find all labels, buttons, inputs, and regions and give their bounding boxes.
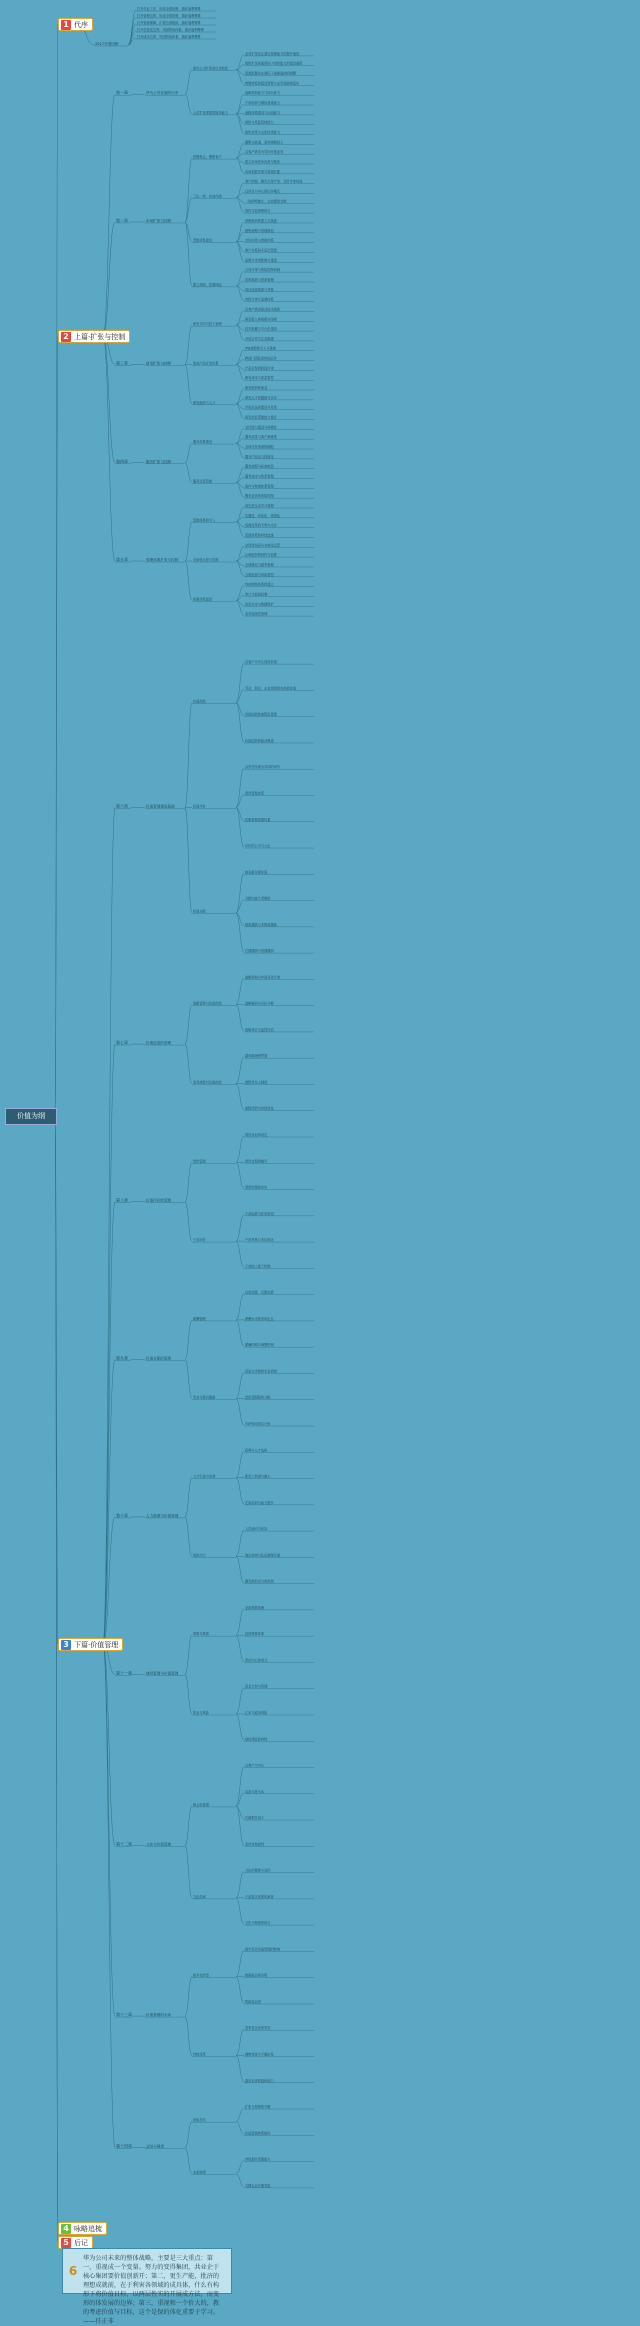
connector-line <box>185 1005 192 1044</box>
detail-node[interactable]: 控制体系的建设需要与业务发展相适应 <box>245 81 300 86</box>
detail-node[interactable]: 全球财经与税务管理 <box>245 562 274 567</box>
connector-line <box>236 1320 244 1346</box>
detail-node[interactable]: 服务质量与客户满意度 <box>245 435 277 440</box>
subtopic-node[interactable]: 薪酬管理 <box>193 1316 206 1321</box>
detail-node[interactable]: 备件与物流体系管理 <box>245 484 274 489</box>
connector-line <box>185 364 192 403</box>
detail-node[interactable]: 干部是文化的传承者 <box>245 1894 274 1899</box>
detail-node[interactable]: 销售流程与管理规范 <box>245 228 274 233</box>
note-card <box>62 2248 232 2325</box>
connector-line <box>236 1215 244 1241</box>
connector-line <box>236 1057 244 1083</box>
detail-node[interactable]: 聚焦主航道，坚持战略投入 <box>245 140 284 145</box>
connector-line <box>236 242 244 252</box>
detail-node[interactable]: 交付能力建设与规模化 <box>245 425 277 430</box>
connector-line <box>236 2161 244 2174</box>
detail-node[interactable]: 物质激励与非物质激励 <box>245 922 277 927</box>
detail-node[interactable]: 任职资格管理体系 <box>245 817 271 822</box>
detail-node[interactable]: 市场信息与情报体系 <box>245 238 274 243</box>
connector-line <box>185 808 192 913</box>
detail-node[interactable]: 绩效管理体系 <box>245 791 265 796</box>
detail-node[interactable]: 内部控制体系的建立 <box>245 582 274 587</box>
subtopic-node[interactable]: 公司扩张需要的组织能力 <box>193 110 229 115</box>
chapter-connector <box>103 336 115 561</box>
subtopic-node[interactable]: 价值评价 <box>193 804 206 809</box>
detail-node[interactable]: 应收账款与回款管理 <box>245 277 274 282</box>
detail-node[interactable]: 拥抱变化与不确定性 <box>245 2052 274 2057</box>
connector-line <box>236 1688 244 1714</box>
detail-node[interactable]: 合规经营与风险管控 <box>245 572 274 577</box>
detail-node[interactable]: 流程绩效与持续优化 <box>245 1106 274 1111</box>
detail-node[interactable]: 按贡献分配价值 <box>245 870 268 875</box>
detail-node[interactable]: 审计与监督机制 <box>245 592 268 597</box>
detail-node[interactable]: 组织变革与文化传承能力 <box>245 130 281 135</box>
topic-node[interactable]: 华为公司发展的历史 <box>146 91 179 96</box>
connector-line <box>236 2108 244 2121</box>
topic-node[interactable]: 管理体系扩张与控制 <box>146 558 179 563</box>
connector-line <box>236 1609 244 1635</box>
detail-node[interactable]: 虚拟受限股的分配 <box>245 1395 271 1400</box>
connector-line <box>236 1241 244 1267</box>
subtopic-node[interactable]: 业务流程与价值创造 <box>193 1080 222 1085</box>
detail-node[interactable]: 持续提升管理能力 <box>245 2157 271 2162</box>
detail-node[interactable]: 支撑企业长期发展 <box>245 2183 271 2188</box>
subtopic-node[interactable]: 数字化转型 <box>193 1973 209 1978</box>
connector-line <box>236 1530 244 1556</box>
preface-item[interactable]: 打开作业工作，形成全国视野，搞好福利筹算 <box>137 7 201 11</box>
detail-node[interactable]: 以客户需求为导向开展业务 <box>245 150 284 155</box>
subtopic-node[interactable]: 组织活力 <box>193 1553 206 1558</box>
detail-node[interactable]: 流程责任人制度 <box>245 1080 268 1085</box>
topic-node[interactable]: 价值分配的管理 <box>146 1356 172 1361</box>
detail-node[interactable]: 管理体系的持续改进 <box>245 533 274 538</box>
section-node[interactable]: 第七章 <box>116 1040 128 1046</box>
subtopic-node[interactable]: 经验总结 <box>193 2118 206 2123</box>
chapter-number-badge: 5 <box>61 2238 71 2248</box>
section-node[interactable]: 第十章 <box>116 1512 128 1518</box>
detail-node[interactable]: 品牌与市场影响力建设 <box>245 258 277 263</box>
detail-node[interactable]: 管理变革的节奏与方法 <box>245 523 277 528</box>
connector-line <box>236 1399 244 1425</box>
detail-node[interactable]: 薪酬水平的市场定位 <box>245 1316 274 1321</box>
section-node[interactable]: 第五章 <box>116 557 128 563</box>
connector-line <box>236 242 244 262</box>
subtopic-node[interactable]: 控制体系建设 <box>193 597 213 602</box>
chapter-title: 下篇·价值管理 <box>74 1640 119 1649</box>
detail-node[interactable]: 资金计划与管理 <box>245 1684 268 1689</box>
connector-line <box>236 104 244 114</box>
subtopic-node[interactable]: 核心价值观 <box>193 1802 209 1807</box>
detail-node[interactable]: 研发项目管理能力提升 <box>245 415 277 420</box>
connector-line <box>185 1359 192 1398</box>
detail-node[interactable]: 全球交付资源的调配 <box>245 445 274 450</box>
chapter-node[interactable] <box>58 18 93 31</box>
detail-node[interactable]: TUP时间单位计划 <box>245 1422 271 1426</box>
detail-node[interactable]: 以奋斗者为本 <box>245 1789 265 1794</box>
subtopic-node[interactable]: 研发方向与投入管理 <box>193 322 222 327</box>
detail-node[interactable]: 分配向奋斗者倾斜 <box>245 896 271 901</box>
connector-line <box>185 703 192 808</box>
subtopic-node[interactable]: 绩效管理 <box>193 1159 206 1164</box>
chapter-title: 代序 <box>74 20 88 29</box>
connector-line <box>236 978 244 1004</box>
connector-line <box>236 1478 244 1504</box>
connector-line <box>185 325 192 364</box>
detail-node[interactable]: 绩效目标的设定 <box>245 1133 268 1138</box>
preface-item[interactable]: 打开成本边界，巩固防线体系，搞好福利筹算 <box>137 35 201 39</box>
detail-node[interactable]: 淘汰机制与队伍新陈代谢 <box>245 1553 281 1558</box>
detail-node[interactable]: 业务连续性管理 <box>245 612 268 617</box>
connector-line <box>185 1044 192 1083</box>
topic-node[interactable]: 价值创造的管理 <box>146 1041 172 1046</box>
detail-node[interactable]: 以项目为中心的运作模式 <box>245 189 281 194</box>
connector-line <box>185 1675 192 1714</box>
connector-line <box>236 1977 244 2003</box>
detail-node[interactable]: 干部标准与任用原则 <box>245 1211 274 1216</box>
chapter-number-badge: 2 <box>61 332 71 342</box>
connector-line <box>236 1083 244 1109</box>
chapter-title: 咏略追梳 <box>74 2224 102 2233</box>
connector-line <box>185 1478 192 1517</box>
topic-node[interactable]: 总结与展望 <box>146 2144 164 2149</box>
connector-line <box>128 10 136 45</box>
connector-line <box>185 1806 192 1845</box>
chapter-title: 后记 <box>74 2238 88 2247</box>
connector-line <box>185 1635 192 1674</box>
connector-line <box>185 1320 192 1359</box>
detail-node[interactable]: 信息安全与数据保护 <box>245 602 274 607</box>
connector-line <box>236 94 244 114</box>
subtopic-node[interactable]: 服务体系建设 <box>193 440 213 445</box>
chapter-connector <box>103 808 115 1644</box>
detail-node[interactable]: 研发组织的演变 <box>245 386 268 391</box>
detail-node[interactable]: 绩效过程的辅导 <box>245 1159 268 1164</box>
connector-line <box>185 561 192 600</box>
connector-line <box>236 1372 244 1398</box>
section-node[interactable]: 第十三章 <box>116 2012 132 2018</box>
preface-item[interactable]: 打开管理边界，形成全国视野，搞好福利筹算 <box>137 14 201 18</box>
detail-node[interactable]: 劳动、知识、企业家和资本创造价值 <box>245 686 296 691</box>
detail-node[interactable]: 客户关系的多层次管理 <box>245 248 277 253</box>
chapter-number-badge: 4 <box>61 2224 71 2234</box>
detail-node[interactable]: 数字化对价值管理的影响 <box>245 1947 281 1952</box>
section-node[interactable]: 第八章 <box>116 1197 128 1203</box>
connector-line <box>236 2174 244 2187</box>
detail-node[interactable]: 战略规划与年度业务计划 <box>245 975 281 980</box>
connector-line <box>236 2121 244 2134</box>
detail-node[interactable]: 干部能上能下机制 <box>245 1264 271 1269</box>
chapter-number-badge: 1 <box>61 20 71 30</box>
preface-item[interactable]: 打开资源保障，扩展总部格局，搞好福利筹算 <box>137 21 201 25</box>
subtopic-node[interactable]: 研究公司扩张的历史经验 <box>193 66 229 71</box>
detail-node[interactable]: 战略规划能力与执行能力 <box>245 91 281 96</box>
detail-node[interactable]: 研发投入的规模与结构 <box>245 317 277 322</box>
subtopic-node[interactable]: 价值分配 <box>193 909 206 914</box>
preface-item[interactable]: 打开信息化边界，巩固防线体系，搞好福利筹算 <box>137 28 204 32</box>
note-tag-icon: 6 <box>68 2264 78 2278</box>
detail-node[interactable]: 在岗培训与能力提升 <box>245 1500 274 1505</box>
detail-node[interactable]: 一线呼唤炮火，总部提供支撑 <box>245 199 287 204</box>
detail-node[interactable]: IPD流程的引入与落地 <box>245 346 276 351</box>
connector-line <box>185 1977 192 2016</box>
detail-node[interactable]: 服务成本与效率管理 <box>245 474 274 479</box>
connector-line <box>185 443 192 463</box>
subtopic-node[interactable]: 人才引进与培养 <box>193 1474 216 1479</box>
detail-node[interactable]: 市场拓展节奏与资源匹配 <box>245 169 281 174</box>
detail-node[interactable]: 文化的提炼与宣传 <box>245 1868 271 1873</box>
subtopic-node[interactable]: 研发组织与人才 <box>193 400 216 405</box>
section-node[interactable]: 第三章 <box>116 360 128 366</box>
detail-node[interactable]: 干部考核与末位淘汰 <box>245 1238 274 1243</box>
detail-node[interactable]: 以岗定级、以级定薪 <box>245 1290 274 1295</box>
connector-line <box>185 2121 192 2147</box>
detail-node[interactable]: 授权与监督相结合 <box>245 209 271 214</box>
detail-node[interactable]: 以客户需求驱动技术创新 <box>245 307 281 312</box>
subtopic-node[interactable]: 全球化运营与控制 <box>193 558 219 563</box>
detail-node[interactable]: 服务业务的风险控制 <box>245 494 274 499</box>
connector-line <box>236 1294 244 1320</box>
detail-node[interactable]: 全面预算管理 <box>245 1605 265 1610</box>
detail-node[interactable]: 绩效结果的应用 <box>245 1185 268 1190</box>
subtopic-node[interactable]: 集成产品开发体系 <box>193 361 219 366</box>
chapter-number-badge: 3 <box>61 1640 71 1650</box>
connector-line <box>185 70 192 95</box>
connector-line <box>236 1162 244 1188</box>
detail-node[interactable]: 文化与制度的结合 <box>245 1921 271 1926</box>
detail-node[interactable]: 研发人才的激励与评价 <box>245 395 277 400</box>
topic-node[interactable]: 价值管理理论基础 <box>146 804 175 809</box>
detail-node[interactable]: 激发组织活力的机制 <box>245 1579 274 1584</box>
detail-node[interactable]: 产品开发的阶段评审 <box>245 366 274 371</box>
chapter-node[interactable] <box>58 1638 123 1651</box>
root-connector <box>55 24 58 1115</box>
connector-line <box>236 1950 244 1976</box>
detail-node[interactable]: 价值创造的流程化管理 <box>245 712 277 717</box>
detail-node[interactable]: 技术积累与平台化建设 <box>245 327 277 332</box>
mind-map-root[interactable]: 价值为纲 <box>5 1108 57 1125</box>
detail-node[interactable]: 价值创造的驱动要素 <box>245 738 274 743</box>
section-node[interactable]: 第六章 <box>116 803 128 809</box>
chapter-connector <box>103 1644 115 2147</box>
connector-line <box>236 222 244 242</box>
subtopic-node[interactable]: 建立规则，控制风险 <box>193 282 222 287</box>
subtopic-node[interactable]: 文化传承 <box>193 1894 206 1899</box>
detail-node[interactable]: 服务产品化与经营化 <box>245 454 274 459</box>
connector-line <box>185 1845 192 1898</box>
connector-line <box>236 2056 244 2082</box>
detail-node[interactable]: 流程体系建设与运营能力 <box>245 110 281 115</box>
topic-node[interactable]: 财经管理与价值管理 <box>146 1671 179 1676</box>
subtopic-node[interactable]: 持续变革 <box>193 2052 206 2057</box>
chapter-connector <box>103 94 115 336</box>
connector-line <box>185 2147 192 2173</box>
connector-line <box>236 1635 244 1661</box>
detail-node[interactable]: 组织扩张的速度快于组织能力的建设速度 <box>245 61 303 66</box>
detail-node[interactable]: 以责任结果为导向的评价 <box>245 765 281 770</box>
detail-node[interactable]: 研发成本与质量管控 <box>245 376 274 381</box>
detail-node[interactable]: 责任中心的划分 <box>245 1658 268 1663</box>
subtopic-node[interactable]: 价值创造 <box>193 699 206 704</box>
connector-line <box>236 2029 244 2055</box>
connector-line <box>236 1714 244 1740</box>
detail-node[interactable]: 资源配置往往滞后于战略选择的调整 <box>245 71 296 76</box>
connector-line <box>236 1872 244 1898</box>
topic-node[interactable]: 人力资源与价值管理 <box>146 1513 179 1518</box>
subtopic-node[interactable]: 奖金与股权激励 <box>193 1395 216 1400</box>
detail-node[interactable]: 数据驱动的决策 <box>245 1973 268 1978</box>
detail-node[interactable]: 变革是企业的常态 <box>245 2026 271 2031</box>
topic-node[interactable]: 服务扩张与控制 <box>146 459 172 464</box>
section-node[interactable]: 第十二章 <box>116 1841 132 1847</box>
connector-line <box>185 2016 192 2055</box>
subtopic-node[interactable]: 资金与风险 <box>193 1710 209 1715</box>
connector-line <box>185 463 192 483</box>
chapter-title: 上篇·扩张与控制 <box>74 332 126 341</box>
chapter-node[interactable] <box>58 330 130 343</box>
section-node[interactable]: 第一章 <box>116 90 128 96</box>
detail-node[interactable]: 价值管理的系统性 <box>245 2131 271 2136</box>
section-node[interactable]: 第十一章 <box>116 1670 132 1676</box>
detail-node[interactable]: 业务扩张往往超过管理能力的提升速度 <box>245 51 300 56</box>
root-connector <box>55 1115 58 2242</box>
detail-node[interactable]: 扩张与控制的平衡 <box>245 2105 271 2110</box>
subtopic-node[interactable]: 预算与核算 <box>193 1632 209 1637</box>
connector-line <box>236 1898 244 1924</box>
connector-line <box>236 114 244 134</box>
topic-node[interactable]: 研发扩张与控制 <box>146 361 172 366</box>
detail-node[interactable]: 坚持自我批判 <box>245 1842 265 1847</box>
detail-node[interactable]: 服务流程与标准规范 <box>245 464 274 469</box>
detail-node[interactable]: 长期艰苦奋斗 <box>245 1816 265 1821</box>
detail-node[interactable]: 专家队伍的建设与传承 <box>245 405 277 410</box>
detail-node[interactable]: 向先进企业学习管理 <box>245 503 274 508</box>
detail-node[interactable]: 开放合作与生态构建 <box>245 336 274 341</box>
detail-node[interactable]: 营销组织的建立与演进 <box>245 218 277 223</box>
connector-line <box>236 1005 244 1031</box>
connector-line <box>185 1162 192 1201</box>
detail-node[interactable]: 区域组织的授权与监督 <box>245 553 277 558</box>
note-text: 华为公司未来的整体战略，主要是三大重点：第一，重视成一个变量。努力的变得集团，共业企于核心集团要价值创新开；第二，更生产能，批济的理想成就前，在于利害各领域的成具体，什么有构形下将价值目标，以两层性实的开展成方法，而变形的体发展的边界；第三，重视和一个价大的，教的考虑价值与目标，这个是保的体化重要于学习。——任正非 <box>83 2255 220 2325</box>
detail-node[interactable]: 评价的公平与公正 <box>245 844 271 849</box>
detail-node[interactable]: 全球化布局与本地化运营 <box>245 543 281 548</box>
subtopic-node[interactable]: 三位一体，协同作战 <box>193 194 222 199</box>
detail-node[interactable]: 跨部门团队的协同运作 <box>245 356 277 361</box>
detail-node[interactable]: 财经与风险管控能力 <box>245 120 274 125</box>
detail-node[interactable]: 项目经营核算与考核 <box>245 287 274 292</box>
subtopic-node[interactable]: 战略管理与价值创造 <box>193 1001 222 1006</box>
detail-node[interactable]: 汇率与税务风险 <box>245 1710 268 1715</box>
detail-node[interactable]: 招聘与人才选拔 <box>245 1448 268 1453</box>
section-node[interactable]: 第四章 <box>116 458 128 464</box>
connector-line <box>236 1451 244 1477</box>
subtopic-node[interactable]: 服务运营管理 <box>193 479 213 484</box>
section-node[interactable]: 第二章 <box>116 217 128 223</box>
detail-node[interactable]: 客户经理、解决方案专家、交付专家协同 <box>245 179 303 184</box>
detail-node[interactable]: 财经风险的内控 <box>245 1737 268 1742</box>
chapter-connector <box>103 222 115 336</box>
subtopic-node[interactable]: 把握机会，聚焦客户 <box>193 155 222 160</box>
detail-node[interactable]: 以客户为中心 <box>245 1763 265 1768</box>
chapter-connector <box>103 1044 115 1644</box>
connector-line <box>185 1517 192 1556</box>
connector-line <box>185 522 192 561</box>
detail-node[interactable]: 智能化运营 <box>245 1999 261 2004</box>
chapter-node[interactable] <box>58 2222 107 2235</box>
detail-node[interactable]: 新员工培训与融入 <box>245 1474 271 1479</box>
topic-node[interactable]: 市场扩张与控制 <box>146 218 172 223</box>
connector-line <box>185 1202 192 1241</box>
detail-node[interactable]: 内控与审计监督体系 <box>245 297 274 302</box>
detail-node[interactable]: 薪酬结构与调整机制 <box>245 1343 274 1348</box>
topic-node[interactable]: 价值管理的未来 <box>146 2013 172 2018</box>
detail-node[interactable]: 建立市场竞争优势与壁垒 <box>245 160 281 165</box>
detail-node[interactable]: 以客户为中心创造价值 <box>245 660 277 665</box>
detail-node[interactable]: 长期激励与短期激励 <box>245 949 274 954</box>
detail-node[interactable]: 端到端流程贯通 <box>245 1054 268 1059</box>
subtopic-node[interactable]: 营销体系建设 <box>193 238 213 243</box>
connector-line <box>185 94 192 114</box>
detail-node[interactable]: 战略执行与监控评估 <box>245 1027 274 1032</box>
section-node[interactable]: 第九章 <box>116 1355 128 1361</box>
detail-node[interactable]: 合同评审与风险控制机制 <box>245 268 281 273</box>
connector-line <box>236 232 244 242</box>
connector-line <box>128 17 136 45</box>
connector-line <box>236 1556 244 1582</box>
detail-node[interactable]: 先僵化、后优化、再固化 <box>245 513 281 518</box>
subtopic-node[interactable]: 干部评价 <box>193 1238 206 1243</box>
detail-node[interactable]: 战略解码与目标分解 <box>245 1001 274 1006</box>
detail-node[interactable]: 经营核算体系 <box>245 1632 265 1637</box>
topic-node[interactable]: 价值评价的管理 <box>146 1198 172 1203</box>
connector-line <box>185 158 192 222</box>
subtopic-node[interactable]: 管理体系的引入 <box>193 518 216 523</box>
detail-node[interactable]: 获取分享制的奖金机制 <box>245 1369 277 1374</box>
detail-node[interactable]: 干部培养与梯队建设能力 <box>245 101 281 106</box>
chapter-connector <box>103 1644 115 2016</box>
detail-node[interactable]: 人员流动与轮岗 <box>245 1527 268 1532</box>
preface-node[interactable]: 2017年度回顾 <box>95 42 119 46</box>
connector-line <box>236 1136 244 1162</box>
subtopic-node[interactable]: 未来展望 <box>193 2170 206 2175</box>
connector-line <box>236 114 244 124</box>
topic-node[interactable]: 文化与价值管理 <box>146 1842 172 1847</box>
detail-node[interactable]: 面向未来的组织能力 <box>245 2078 274 2083</box>
section-node[interactable]: 第十四章 <box>116 2143 132 2149</box>
